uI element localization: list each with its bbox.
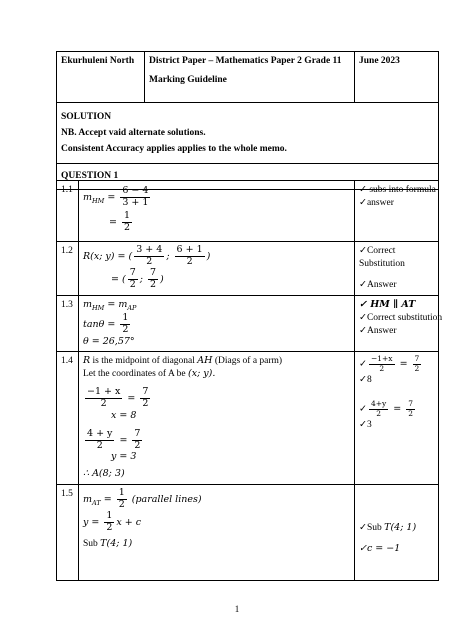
q14-working: R is the midpoint of diagonal AH (Diags of a parm) Let the coordinates of A be (x; y). $\frac{-1 + x}{2}$ = $\frac{7}{2}$ x = 8 $\frac{4 + y}{2}$ = $\frac{7}{2}$ y = 3 ∴ A(8; 3) — [79, 352, 355, 485]
q11-marks: ✓ subs into formula ✓answer — [355, 181, 439, 242]
notes-cell — [57, 103, 439, 164]
paper-cell — [145, 52, 355, 103]
nb-note: NB. Accept vaid alternate solutions. — [61, 127, 206, 138]
page-number: 1 — [234, 604, 240, 614]
q13-working: $m_{HM} = m_{AP}$ tanθ = $\frac{1}{2}$ θ = 26,57° — [79, 296, 355, 352]
date-cell — [355, 52, 439, 103]
row-1-3 — [57, 296, 439, 352]
q12-marks: ✓Correct Substitution ✓Answer — [355, 242, 439, 296]
q14-marks: ✓ $\frac{-1+x}{2}$ = $\frac{7}{2}$ ✓8 ✓ $\frac{4+y}{2}$ = $\frac{7}{2}$ ✓3 — [355, 352, 439, 485]
q11-working: $m_{HM}$ = $\frac{6 - 4}{3 + 1}$ = $\frac{1}{2}$ — [79, 181, 355, 242]
guideline-title: Marking Guideline — [149, 74, 227, 85]
district-cell — [57, 52, 145, 103]
q14-number: 1.4 — [57, 352, 79, 485]
question-title: QUESTION 1 — [61, 171, 119, 182]
q12-number: 1.2 — [57, 242, 79, 296]
row-1-1 — [57, 181, 439, 242]
q15-marks: ✓Sub T(4; 1) ✓c = −1 — [355, 485, 439, 581]
row-1-2 — [57, 242, 439, 296]
ca-note: Consistent Accuracy applies applies to the whole memo. — [61, 143, 287, 154]
header-row — [57, 52, 439, 103]
q12-working: R(x; y) = ( $\frac{3 + 4}{2}$ ; $\frac{6 + 1}{2}$ ) = ( $\frac{7}{2}$ ; $\frac{7}{2}$ ) — [79, 242, 355, 296]
notes-row — [57, 103, 439, 164]
paper-title: District Paper – Mathematics Paper 2 Grade 11 — [149, 56, 342, 66]
q15-number: 1.5 — [57, 485, 79, 581]
row-1-4 — [57, 352, 439, 485]
q13-marks: ✓ HM ∥ AT ✓Correct substitution ✓Answer — [355, 296, 439, 352]
marking-table — [56, 51, 439, 190]
solution-heading: SOLUTION — [61, 112, 112, 122]
answers-table — [56, 180, 443, 581]
exam-date: June 2023 — [359, 56, 400, 66]
row-1-5 — [57, 485, 439, 581]
q15-working: $m_{AT}$ = $\frac{1}{2}$ (parallel lines) y = $\frac{1}{2}$ x + c Sub T(4; 1) — [79, 485, 355, 581]
q11-number: 1.1 — [57, 181, 79, 242]
q13-number: 1.3 — [57, 296, 79, 352]
district-name: Ekurhuleni North — [61, 56, 135, 66]
